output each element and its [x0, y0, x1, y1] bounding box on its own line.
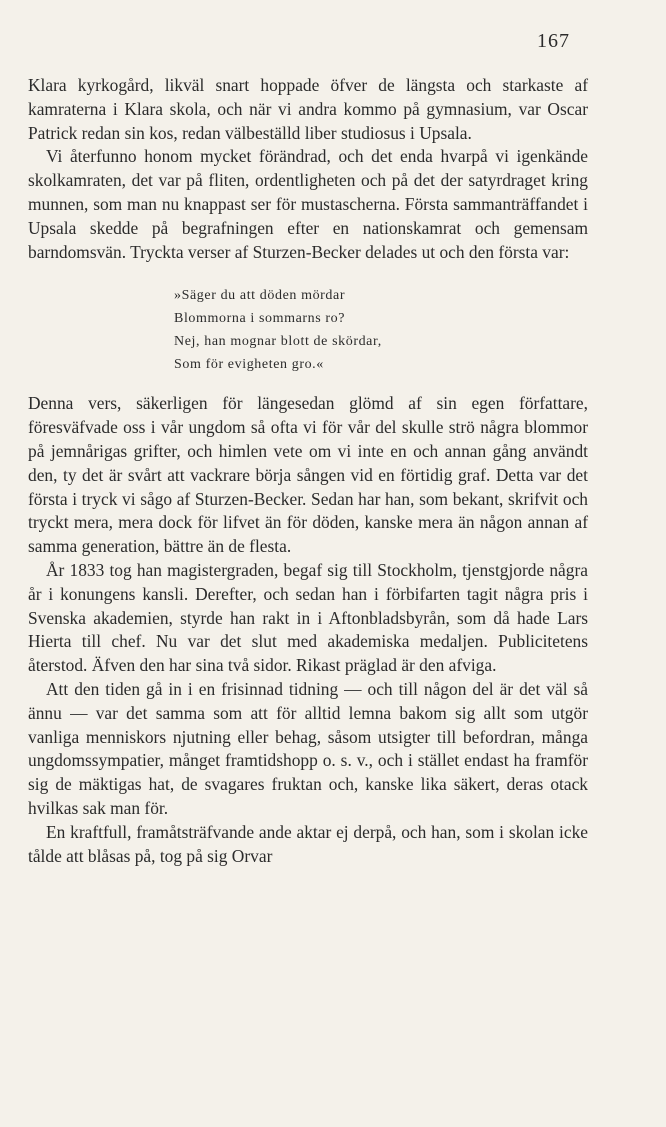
paragraph-1: Klara kyrkogård, likväl snart hoppade öfver de längsta och starkaste af kamraterna i Klara skola, och när vi andra kommo på gymnasium, var Oscar Patrick redan sin kos, redan välbeställd liber studiosus i Upsala.	[28, 75, 588, 143]
paragraph-5: Att den tiden gå in i en frisinnad tidning — och till någon del är det väl så ännu — var det samma som att för alltid lemna bakom sig allt som utgör vanliga menniskors njutning eller behag, såsom utsigter till befordran, många ungdomssympatier, månget framtidshopp o. s. v., och i stället endast ha framför sig de mäktigas hat, de svagares fruktan och, kanske lika säkert, deras otack hvilkas sak man för.	[28, 678, 588, 818]
body-text	[28, 74, 588, 868]
poem-line-1: »Säger du att döden mördar	[174, 288, 346, 304]
paragraph-2: Vi återfunno honom mycket förändrad, och det enda hvarpå vi igenkände skolkamraten, det var på fliten, ordentligheten och på det der satyrdraget kring munnen, som man nu knappast ser för mustascherna. Första sammanträffandet i Upsala skedde på begrafningen efter en nationskamrat och gemensam barndomsvän. Tryckta verser af Sturzen-Becker delades ut och den första var:	[28, 146, 588, 262]
poem-line-3: Nej, han mognar blott de skördar,	[174, 334, 382, 350]
paragraph-3: Denna vers, säkerligen för längesedan glömd af sin egen författare, föresväfvade oss i vår ungdom så ofta vi för vår del skulle strö några blommor på jemnårigas grifter, och himlen vete om vi inte en och annan gång användt den, ty det är svårt att vackrare börja sången vid en förtidig graf. Detta var det första i tryck vi sågo af Sturzen-Becker. Sedan har han, som bekant, skrifvit och tryckt mera, mera dock för lifvet än för döden, kanske mera än någon annan af samma generation, bättre än de flesta.	[28, 393, 588, 557]
page-number: 167	[537, 30, 570, 52]
paragraph-6: En kraftfull, framåtsträfvande ande aktar ej derpå, och han, som i skolan icke tålde att blåsas på, tog på sig Orvar	[28, 821, 588, 866]
poem-line-2: Blommorna i sommarns ro?	[174, 311, 346, 327]
poem	[174, 284, 588, 376]
paragraph-4: År 1833 tog han magistergraden, begaf sig till Stockholm, tjenstgjorde några år i konungens kansli. Derefter, och sedan han i förbifarten tagit några pris i Svenska akademien, styrde han rakt in i Aftonbladsbyrån, som då hade Lars Hierta till chef. Nu var det slut med akademiska medaljen. Publicitetens återstod. Äfven den har sina två sidor. Rikast präglad är den afviga.	[28, 559, 588, 676]
poem-line-4: Som för evigheten gro.«	[174, 357, 324, 373]
